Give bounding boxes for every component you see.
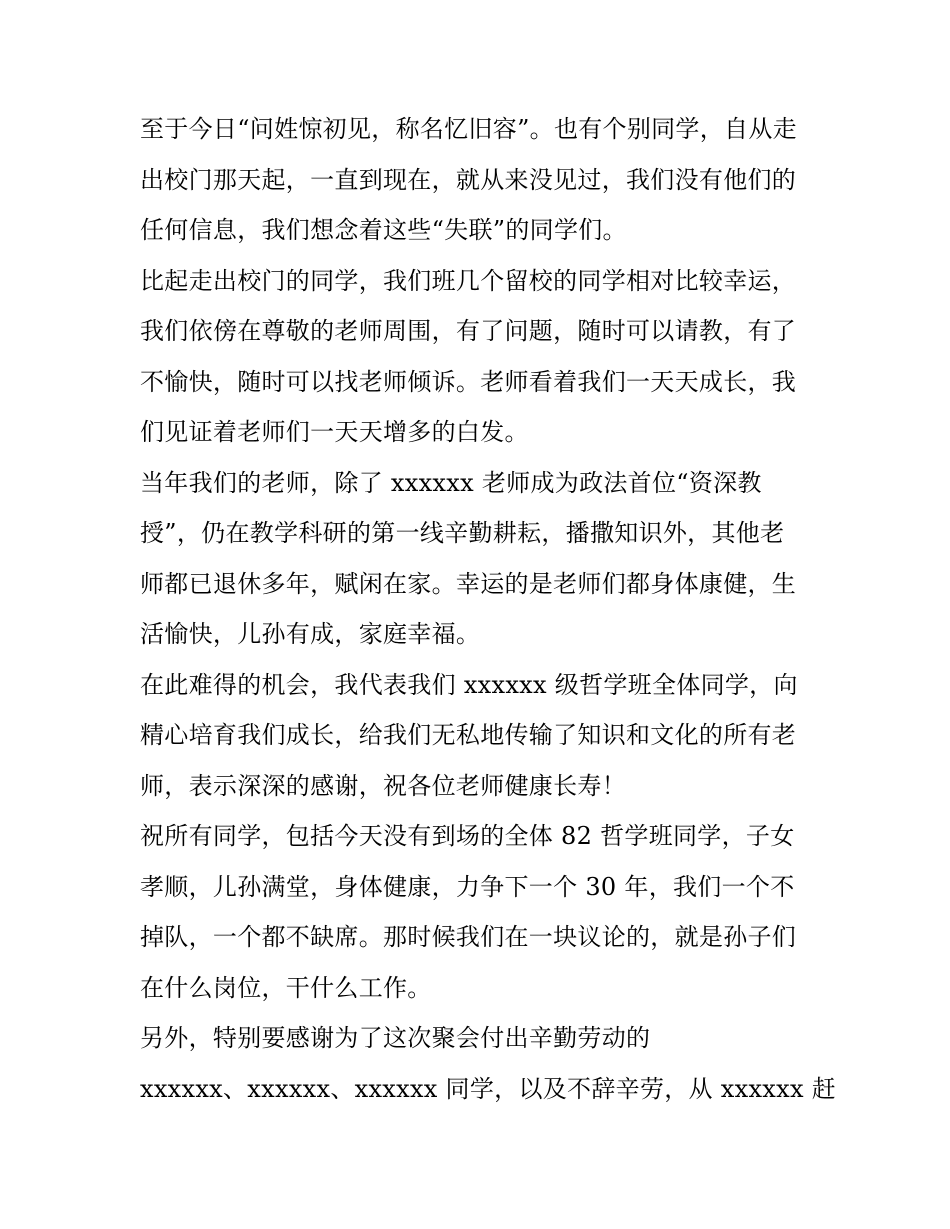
text-line: 当年我们的老师，除了 xxxxxx 老师成为政法首位“资深教 [140,468,762,497]
text-line: 在此难得的机会，我代表我们 xxxxxx 级哲学班全体同学，向 [140,670,798,699]
text-line: 精心培育我们成长，给我们无私地传输了知识和文化的所有老 [140,721,797,749]
text-line: 另外，特别要感谢为了这次聚会付出辛勤劳动的 [140,1024,651,1052]
text-line: 祝所有同学，包括今天没有到场的全体 82 哲学班同学，子女 [140,822,795,850]
text-line: 师都已退休多年，赋闲在家。幸运的是老师们都身体康健，生 [140,569,797,598]
text-line: 师，表示深深的感谢，祝各位老师健康长寿！ [140,771,626,800]
text-line: 比起走出校门的同学，我们班几个留校的同学相对比较幸运， [140,266,797,295]
body-text [140,104,837,1114]
text-line: 活愉快，儿孙有成，家庭幸福。 [140,620,481,648]
text-line: 掉队，一个都不缺席。那时候我们在一块议论的，就是孙子们 [140,923,797,951]
text-line: 我们依傍在尊敬的老师周围，有了问题，随时可以请教，有了 [140,317,797,345]
text-line: 至于今日“问姓惊初见，称名忆旧容”。也有个别同学，自从走 [140,115,797,143]
text-line: 在什么岗位，干什么工作。 [140,973,432,1002]
text-line: 任何信息，我们想念着这些“失联”的同学们。 [140,216,627,244]
text-line: 不愉快，随时可以找老师倾诉。老师看着我们一天天成长，我 [140,367,797,396]
text-line: 们见证着老师们一天天增多的白发。 [140,418,529,446]
text-line: 授”，仍在教学科研的第一线辛勤耕耘，播撒知识外，其他老 [140,519,785,547]
text-line: xxxxxx、xxxxxx、xxxxxx 同学，以及不辞辛劳，从 xxxxxx 赶 [140,1074,837,1103]
text-line: 孝顺，儿孙满堂，身体健康，力争下一个 30 年，我们一个不 [140,872,795,901]
text-line: 出校门那天起，一直到现在，就从来没见过，我们没有他们的 [140,165,797,194]
